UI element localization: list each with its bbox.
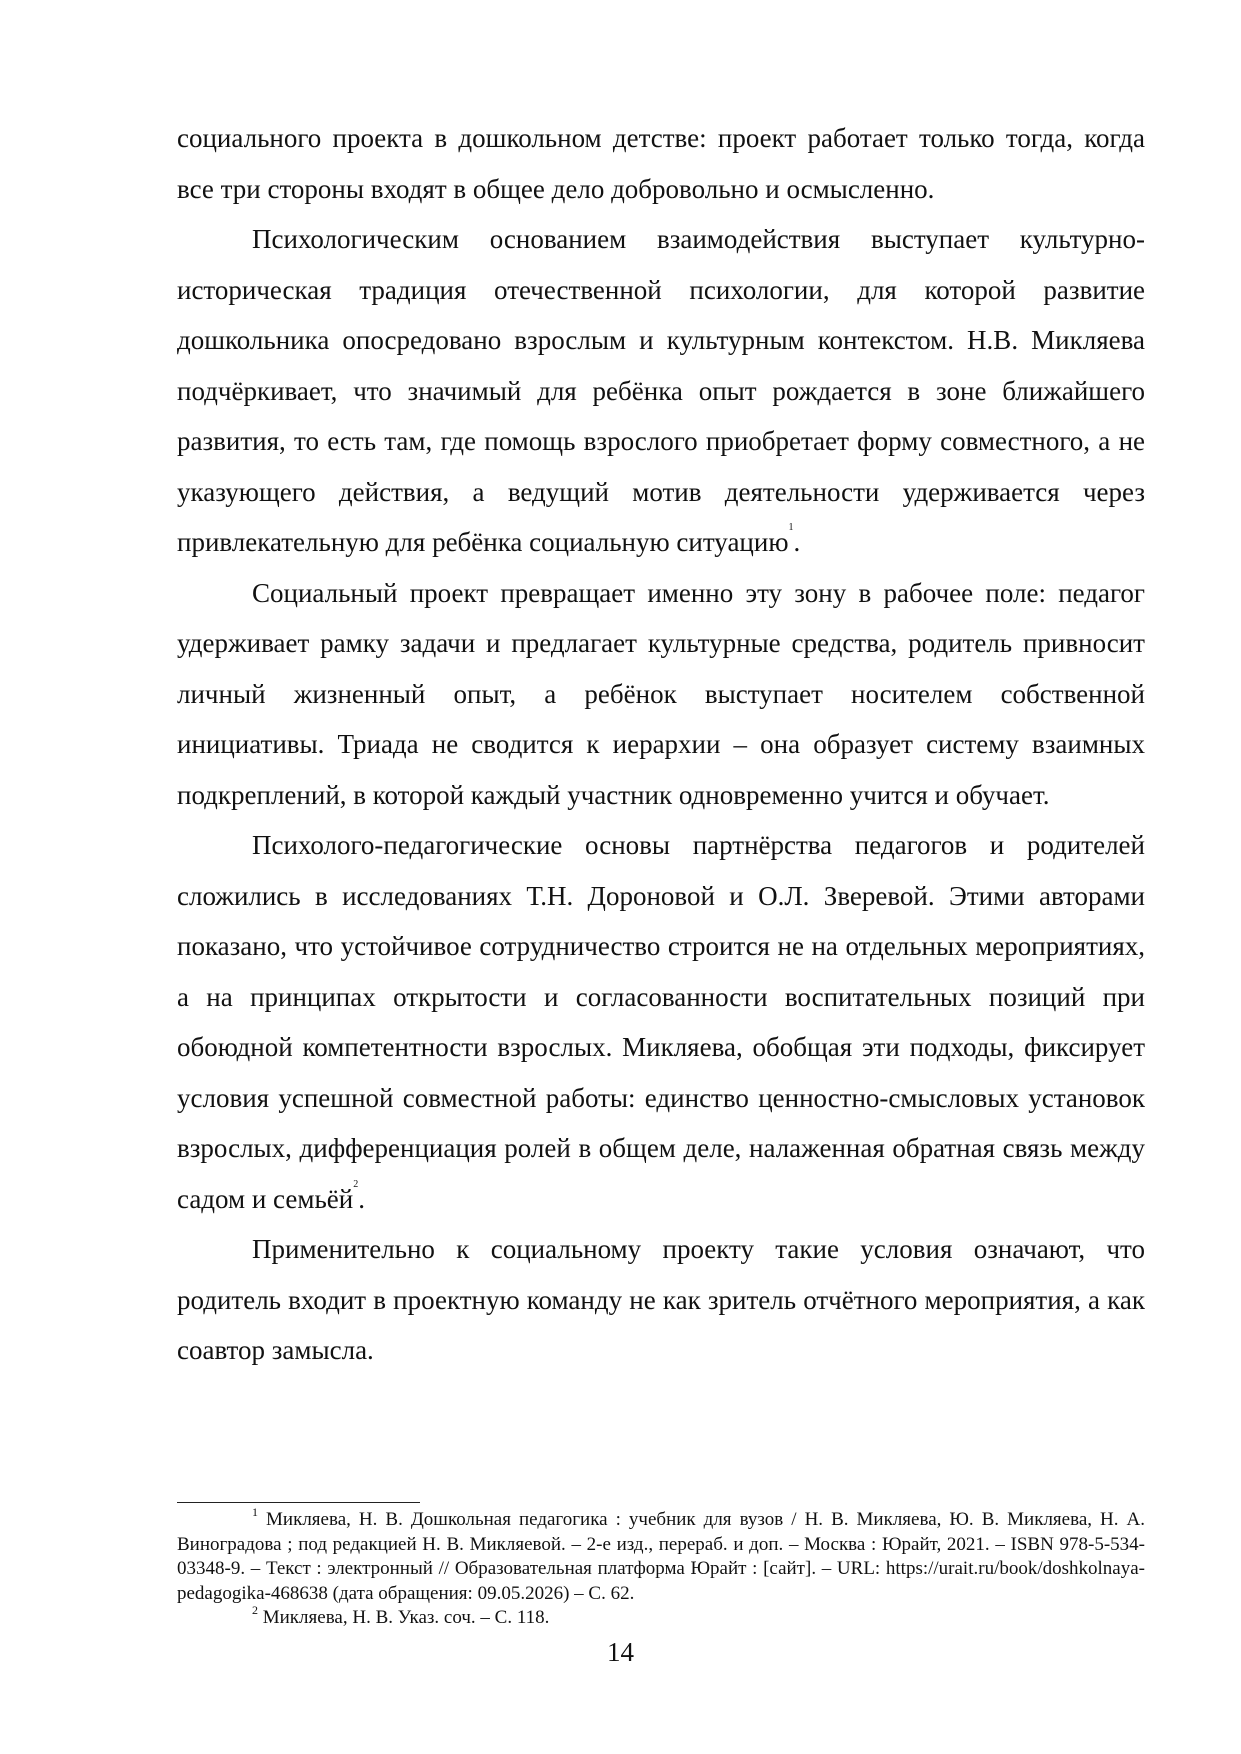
paragraph-text: Психолого-педагогические основы партнёрства педагогов и родителей сложились в исследованиях Т.Н. Дороновой и О.Л. Зверевой. Этими авторами показано, что устойчивое сотрудничество строится не на отдельных мероприятиях, а на принципах открытости и согласованности воспитательных позиций при обоюдной компетентности взрослых. Микляева, обобщая эти подходы, фиксирует условия успешной совместной работы: единство ценностно-смысловых установок взрослых, дифференциация ролей в общем деле, налаженная обратная связь между садом и семьёй [177, 830, 1145, 1214]
page-number: 14 [607, 1637, 634, 1667]
footnote-separator [177, 1502, 420, 1503]
footnote-1 [177, 1505, 1145, 1606]
paragraph-text: Социальный проект превращает именно эту зону в рабочее поле: педагог удерживает рамку задачи и предлагает культурные средства, родитель привносит личный жизненный опыт, а ребёнок выступает носителем собственной инициативы. Триада не сводится к иерархии – она образует систему взаимных подкреплений, в которой каждый участник одновременно учится и обучает. [177, 577, 1145, 810]
paragraph-2 [177, 214, 1145, 568]
footnote-2 [177, 1603, 1145, 1631]
paragraph-text: Психологическим основанием взаимодействия выступает культурно-историческая традиция отечественной психологии, для которой развитие дошкольника опосредовано взрослым и культурным контекстом. Н.В. Микляева подчёркивает, что значимый для ребёнка опыт рождается в зоне ближайшего развития, то есть там, где помощь взрослого приобретает форму совместного, а не указующего действия, а ведущий мотив деятельности удерживается через привлекательную для ребёнка социальную ситуацию [177, 224, 1145, 557]
footnote-text: Микляева, Н. В. Дошкольная педагогика : учебник для вузов / Н. В. Микляева, Ю. В. Микляева, Н. А. Виноградова ; под редакцией Н. В. Микляевой. – 2-е изд., перераб. и доп. – Москва : Юрайт, 2021. – ISBN 978-5-534-03348-9. – Текст : электронный // Образовательная платформа Юрайт : [сайт]. – URL: https://urait.ru/book/doshkolnaya-pedagogika-468638 (дата обращения: 09.05.2026) – С. 62. [177, 1509, 1145, 1604]
paragraph-5 [177, 1224, 1145, 1376]
paragraph-text: социального проекта в дошкольном детстве: проект работает только тогда, когда все три стороны входят в общее дело добровольно и осмысленно. [177, 123, 1145, 204]
footnote-reference[interactable]: 1 [788, 522, 794, 533]
footnotes [177, 1505, 1145, 1631]
document-body [177, 113, 1145, 1376]
paragraph-text: Применительно к социальному проекту такие условия означают, что родитель входит в проектную команду не как зритель отчётного мероприятия, а как соавтор замысла. [177, 1234, 1145, 1365]
sentence-end: . [793, 527, 801, 557]
footnote-number: 2 [252, 1603, 258, 1617]
sentence-end: . [358, 1183, 365, 1214]
paragraph-4 [177, 820, 1145, 1224]
footnote-text: Микляева, Н. В. Указ. соч. – С. 118. [262, 1607, 550, 1628]
footnote-number: 1 [252, 1505, 258, 1519]
paragraph-3 [177, 568, 1145, 821]
footnote-reference[interactable]: 2 [353, 1178, 359, 1190]
paragraph-1 [177, 113, 1145, 214]
